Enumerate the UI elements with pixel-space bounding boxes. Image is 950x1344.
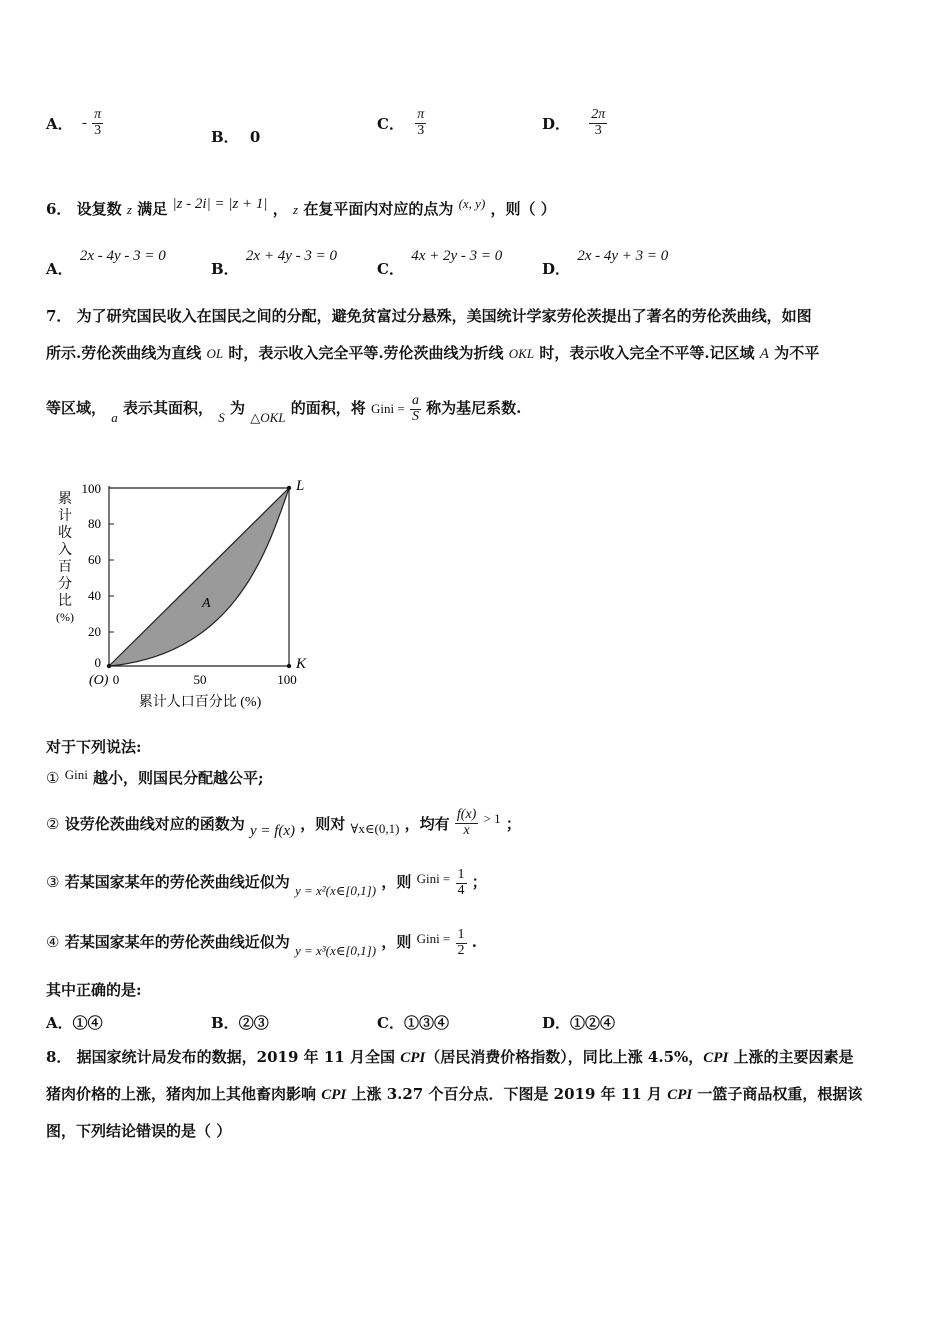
q8-text-2b: 上涨 3.27 个百分点．下图是 2019 年 11 月 [346, 1085, 668, 1103]
option-value: ①④ [72, 1014, 103, 1032]
gini-lhs: Gini = [416, 871, 451, 887]
q7-text-3c: 为 [229, 399, 245, 418]
q7-text-2d: 为不平 [774, 344, 820, 362]
q5-option-b[interactable] [211, 126, 260, 147]
q8-line-1 [46, 1046, 854, 1067]
var-s: S [218, 410, 225, 426]
q7-line-1 [46, 305, 812, 326]
denominator: 3 [94, 122, 102, 138]
option-value: ①③④ [403, 1014, 449, 1032]
gini-term: Gini [64, 767, 88, 782]
lorenz-chart [40, 470, 360, 720]
cpi-term: CPI [667, 1087, 693, 1103]
q6-option-d[interactable] [542, 244, 669, 278]
q8-text-1c: 上涨的主要因素是 [728, 1048, 854, 1066]
segment-ol: OL [206, 346, 224, 361]
q7-text-3d: 的面积，将 [290, 399, 366, 418]
option-expr: 2x - 4y - 3 = 0 [79, 248, 166, 264]
y-tick-label: 80 [88, 516, 101, 531]
denominator: x [463, 822, 470, 838]
option-label: A． [46, 114, 73, 133]
function-expr: y = x²(x∈[0,1]) [294, 883, 377, 899]
question-number: 8． [46, 1048, 72, 1066]
numerator: f(x) [456, 807, 477, 822]
q6-option-a[interactable] [46, 244, 166, 278]
denominator: 2 [457, 942, 465, 958]
q6-option-b[interactable] [211, 244, 337, 278]
origin-label: (O) [89, 673, 109, 688]
cpi-term: CPI [321, 1087, 347, 1103]
gini-fraction [410, 394, 421, 424]
q6-condition: |z - 2i| = |z + 1| [172, 196, 268, 212]
y-tick-label: 40 [88, 588, 101, 603]
gini-fraction [456, 928, 467, 958]
option-value: ②③ [238, 1014, 269, 1032]
polyline-okl: OKL [508, 346, 535, 361]
y-tick-marks [109, 488, 114, 632]
option-expr: 2x + 4y - 3 = 0 [245, 248, 337, 264]
option-label: B． [211, 260, 239, 278]
gini-lhs: Gini = [416, 931, 451, 947]
region-a: A [759, 346, 769, 362]
numerator: 2π [591, 107, 606, 122]
y-axis-label [56, 491, 74, 624]
gini-lhs: Gini = [371, 401, 405, 417]
q7-option-b[interactable] [211, 1012, 269, 1033]
q7-line-3 [46, 394, 521, 424]
option-value: ①②④ [570, 1014, 616, 1032]
option-label: C． [377, 114, 404, 133]
y-tick-label: 20 [88, 624, 101, 639]
gini-fraction [456, 868, 467, 898]
q8-text-2a: 猪肉价格的上涨，猪肉加上其他畜肉影响 [46, 1085, 322, 1103]
point-l [287, 486, 291, 490]
y-tick-label: 0 [94, 655, 101, 670]
region-a-fill [109, 488, 289, 666]
numerator: π [417, 107, 425, 122]
q5-option-a[interactable] [46, 108, 103, 138]
q6-comma: ， [272, 200, 288, 218]
option-expr: 2x - 4y + 3 = 0 [577, 248, 669, 264]
fraction [589, 108, 607, 138]
statement-mark: ② [46, 815, 60, 834]
x-tick-label: 0 [112, 672, 120, 687]
question-number: 6． [46, 200, 72, 218]
denominator: 3 [594, 122, 602, 138]
y-label-char: 入 [58, 543, 72, 558]
point-k [287, 664, 291, 668]
minus-sign: - [81, 114, 87, 131]
statement-end: ； [505, 815, 521, 834]
correct-intro: 其中正确的是: [46, 981, 142, 999]
option-label: D． [542, 1014, 571, 1032]
function-expr: y = f(x) [249, 823, 296, 840]
x-tick-label: 100 [277, 672, 297, 687]
cpi-term: CPI [400, 1050, 426, 1066]
fraction [92, 108, 103, 138]
inequality: > 1 [483, 811, 501, 827]
denominator: S [411, 408, 419, 424]
var-a: a [111, 410, 118, 426]
statement-end: . [471, 933, 477, 952]
x-axis-label: 累计人口百分比 (%) [138, 695, 262, 710]
var-z-2: z [293, 202, 299, 217]
q7-text-3b: 表示其面积， [122, 399, 213, 418]
y-label-char: 计 [58, 509, 72, 524]
q7-option-c[interactable] [377, 1012, 449, 1033]
statement-mark: ① [46, 769, 60, 787]
option-label: B． [211, 1014, 239, 1032]
option-label: A． [46, 1014, 73, 1032]
statement-2 [46, 807, 521, 840]
q5-option-c[interactable] [377, 108, 426, 138]
q8-text-1a: 据国家统计局发布的数据，2019 年 11 月全国 [76, 1048, 401, 1066]
q7-text-3e: 称为基尼系数. [426, 399, 522, 418]
function-expr: y = x³(x∈[0,1]) [294, 943, 377, 959]
y-tick-label: 100 [81, 481, 101, 496]
statement-mark: ④ [46, 933, 60, 952]
option-expr: 4x + 2y - 3 = 0 [411, 248, 503, 264]
option-label: B． [211, 128, 239, 146]
q6-text-1: 设复数 [76, 200, 122, 218]
ratio-fraction [455, 808, 478, 838]
statement-text: 若某国家某年的劳伦茨曲线近似为 [64, 873, 290, 892]
q8-line-2 [46, 1083, 862, 1104]
q7-text-2a: 所示.劳伦茨曲线为直线 [46, 344, 202, 362]
q6-option-c[interactable] [377, 244, 503, 278]
q8-line-3: 图，下列结论错误的是（ ） [46, 1122, 232, 1140]
var-z: z [126, 202, 132, 217]
q6-point: (x, y) [458, 196, 486, 211]
q7-text-1: 为了研究国民收入在国民之间的分配，避免贫富过分悬殊，美国统计学家劳伦茨提出了著名的劳伦茨曲线，如图 [76, 307, 812, 325]
x-tick-label: 50 [193, 672, 207, 687]
q7-text-2c: 时，表示收入完全不平等.记区域 [539, 344, 755, 362]
y-label-char: 收 [58, 526, 72, 541]
statements-intro: 对于下列说法: [46, 738, 142, 756]
statement-text: ，均有 [404, 815, 450, 834]
triangle-okl: △OKL [250, 410, 286, 426]
denominator: 3 [417, 122, 425, 138]
statement-1 [46, 767, 264, 788]
statement-text: 若某国家某年的劳伦茨曲线近似为 [64, 933, 290, 952]
y-tick-label: 60 [88, 552, 101, 567]
point-k-label: K [296, 656, 307, 672]
statement-3 [46, 868, 487, 898]
q7-text-3a: 等区域， [46, 399, 107, 418]
q5-option-d[interactable] [542, 108, 607, 138]
statement-text: 设劳伦茨曲线对应的函数为 [64, 815, 245, 834]
numerator: π [94, 107, 102, 122]
y-label-unit: (%) [56, 610, 74, 624]
q7-option-a[interactable] [46, 1012, 103, 1033]
question-number: 7． [46, 307, 72, 325]
q8-text-2c: 一篮子商品权重，根据该 [692, 1085, 863, 1103]
option-label: C． [377, 260, 404, 278]
y-label-char: 分 [58, 577, 72, 592]
q6-text-3: 在复平面内对应的点为 [303, 200, 454, 218]
statement-text: 越小，则国民分配越公平; [93, 769, 264, 787]
fraction [415, 108, 426, 138]
statement-mark: ③ [46, 873, 60, 892]
statement-end: ； [471, 873, 487, 892]
region-a-label: A [202, 596, 211, 611]
q7-line-2 [46, 342, 819, 363]
option-label: C． [377, 1014, 404, 1032]
y-label-char: 百 [58, 560, 72, 575]
q7-option-d[interactable] [542, 1012, 615, 1033]
numerator: a [411, 393, 419, 408]
cpi-term: CPI [703, 1050, 729, 1066]
option-label: A． [46, 260, 73, 278]
numerator: 1 [457, 927, 465, 942]
q8-text-1b: （居民消费价格指数），同比上涨 4.5%， [425, 1048, 704, 1066]
statement-text: ，则 [381, 873, 412, 892]
denominator: 4 [457, 882, 465, 898]
option-label: D． [542, 114, 571, 133]
statement-text: ，则 [381, 933, 412, 952]
q7-text-2b: 时，表示收入完全平等.劳伦茨曲线为折线 [228, 344, 504, 362]
q6-text-4: ，则（ ） [490, 200, 556, 218]
q6-text-2: 满足 [137, 200, 168, 218]
forall-expr: ∀x∈(0,1) [350, 821, 400, 837]
point-l-label: L [296, 478, 305, 494]
q6-stem [46, 198, 556, 219]
point-o [107, 664, 111, 668]
y-label-char: 比 [58, 594, 72, 609]
numerator: 1 [457, 867, 465, 882]
option-value: 0 [249, 128, 261, 146]
option-label: D． [542, 260, 571, 278]
statement-text: ，则对 [300, 815, 346, 834]
y-label-char: 累 [58, 492, 72, 507]
statement-4 [46, 928, 477, 958]
